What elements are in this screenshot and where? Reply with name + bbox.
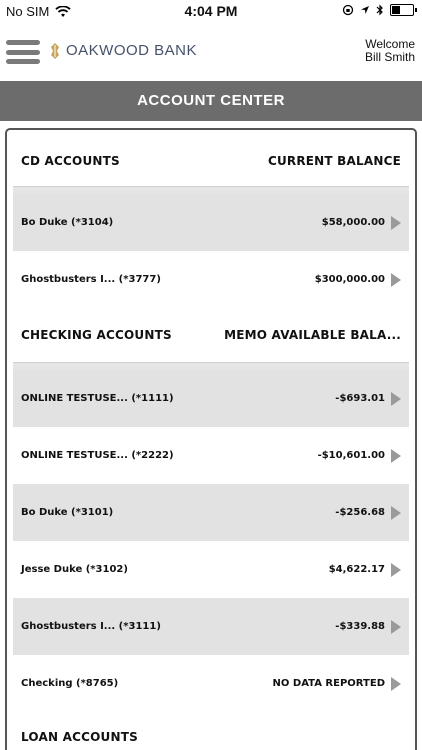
menu-icon[interactable] [6,40,40,64]
welcome-line: Welcome [365,37,415,51]
chevron-right-icon [391,677,401,691]
account-name: Ghostbusters I... (*3777) [21,274,161,285]
chevron-right-icon [391,273,401,287]
status-time: 4:04 PM [184,3,238,19]
chevron-right-icon [391,216,401,230]
cd-section-title: CD ACCOUNTS [21,154,120,168]
chevron-right-icon [391,449,401,463]
account-row[interactable] [13,655,409,712]
account-name: Bo Duke (*3101) [21,507,114,518]
account-row[interactable] [13,484,409,541]
accounts-list [13,136,409,750]
oak-leaf-icon [50,43,60,59]
cd-section-header [13,136,409,194]
chevron-right-icon [391,506,401,520]
account-name: Ghostbusters I... (*3111) [21,621,161,632]
cd-balance-label: CURRENT BALANCE [267,154,401,168]
loan-section-header [13,712,409,750]
account-name: ONLINE TESTUSE... (*1111) [21,393,174,404]
loan-section-title: LOAN ACCOUNTS [21,730,138,744]
checking-section-header [13,308,409,370]
account-balance: $58,000.00 [321,217,385,228]
account-row[interactable] [13,370,409,427]
account-balance: -$10,601.00 [317,450,385,461]
account-balance: $300,000.00 [314,274,385,285]
user-name: Bill Smith [364,50,415,64]
status-right [342,4,414,16]
account-row[interactable] [13,427,409,484]
bank-logo [50,42,197,59]
bank-name: OAKWOOD BANK [66,42,198,59]
account-name: Checking (*8765) [21,678,119,689]
app-header [0,24,422,81]
checking-section-title: CHECKING ACCOUNTS [21,328,172,342]
welcome-text [365,38,415,64]
chevron-right-icon [391,620,401,634]
account-row[interactable] [13,541,409,598]
checking-balance-label: MEMO AVAILABLE BALA... [224,328,401,342]
account-row[interactable] [13,194,409,251]
account-row[interactable] [13,251,409,308]
account-balance: -$339.88 [335,621,385,632]
status-bar [0,0,422,24]
battery-icon [390,4,414,16]
account-name: Jesse Duke (*3102) [21,564,128,575]
account-balance: NO DATA REPORTED [272,678,385,689]
chevron-right-icon [391,563,401,577]
location-icon [360,5,370,15]
account-balance: $4,622.17 [328,564,385,575]
account-balance: -$693.01 [335,393,385,404]
page-title: ACCOUNT CENTER [0,81,422,121]
accounts-panel [5,128,417,750]
account-row[interactable] [13,598,409,655]
orientation-lock-icon [342,4,354,16]
account-balance: -$256.68 [335,507,385,518]
account-name: Bo Duke (*3104) [21,217,114,228]
chevron-right-icon [391,392,401,406]
carrier-label: No SIM [6,4,50,19]
account-name: ONLINE TESTUSE... (*2222) [21,450,174,461]
bluetooth-icon [376,4,384,16]
